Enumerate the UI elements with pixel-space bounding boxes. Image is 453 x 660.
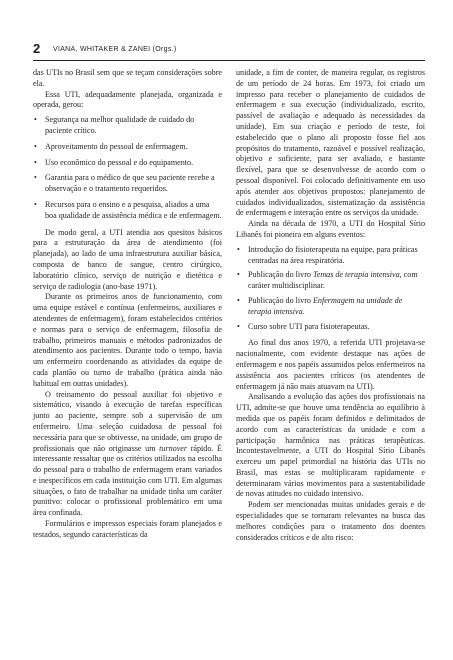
paragraph: Analisando a evolução das ações dos profissionais na UTI, admite-se que houve uma tendência ao equilíbrio à medida que os papéis foram definidos e delimitados de acordo com as características da unidade e com a participação harmônica nas práticas terapêuticas. Incontestavelmente, a UTI do Hospital Sírio Libanês exerceu um papel primordial na história das UTIs no Brasil, mas estas se multiplicaram rapidamente e determinaram vários movimentos para a sustentabilidade de novas atitudes no cuidado intensivo.	[236, 392, 425, 499]
list-item: • Garantia para o médico de que seu paciente recebe a observação e o tratamento requeridos.	[33, 173, 222, 195]
paragraph: Podem ser mencionadas muitas unidades gerais e de especialidades que se tornaram relevantes na busca das melhores condições para o tratamento dos doentes considerados críticos e de alto risco:	[236, 500, 425, 542]
list-item: • Uso econômico do pessoal e do equipamento.	[33, 158, 222, 169]
paragraph: unidade, a fim de conter, de maneira regular, os registros de um período de 24 horas. Em 1973, foi criado um impresso para receber o planejamento de cuidados de enfermagem e sua execução (individualizado, escrito, passível de avaliação e adequado às necessidades da unidade). Em sua criação e período de teste, foi estabelecido que o plano ali proposto fosse fiel aos propósitos do tratamento, razoável e possível realização, objetivo e suficiente, para ser avaliado, e bastante flexível, para que se desenvolvesse de acordo com o pessoal disponível. Foi colocado definitivamente em uso após atender aos objetivos propostos: planejamento de cuidados individualizados, sistematização da assistência de enfermagem e interação entre os serviços da unidade.	[236, 68, 425, 218]
paragraph: Ao final dos anos 1970, a referida UTI projetava-se nacionalmente, com evidente destaque nas ações de enfermagem e nos papéis assumidos pelos enfermeiros na assistência aos pacientes críticos (os atendentes de enfermagem já não mais atuavam na UTI).	[236, 338, 425, 391]
text-run: Publicação do livro	[248, 270, 313, 280]
header-rule	[33, 60, 425, 61]
italic-term: turnover	[159, 443, 188, 453]
list-item	[236, 296, 425, 318]
text-run: O treinamento do pessoal auxiliar foi objetivo e sistemático, visando à execução de tarefas específicas junto ao paciente, sempre sob a supervisão de um enfermeiro. Uma seleção cuidadosa de pessoal foi necessária para que se obtivesse, na unidade, um grupo de profissionais que não originasse um	[33, 389, 222, 453]
bullet-list	[33, 115, 222, 221]
book-title: Temas de terapia intensiva	[312, 270, 400, 280]
list-item: • Curso sobre UTI para fisioterapeutas.	[236, 322, 425, 333]
left-column	[33, 68, 222, 541]
list-item: • Recursos para o ensino e a pesquisa, aliados a uma boa qualidade de assistência médica e de enfermagem.	[33, 200, 222, 222]
list-item: • Segurança na melhor qualidade de cuidado do paciente crítico.	[33, 115, 222, 137]
paragraph: Formulários e impressos especiais foram planejados e testados, segundo características da	[33, 519, 222, 539]
paragraph: Essa UTI, adequadamente planejada, organizada e operada, gerou:	[33, 89, 222, 110]
list-item: • Aproveitamento do pessoal de enfermagem.	[33, 142, 222, 153]
list-item	[236, 270, 425, 292]
list-item: • Introdução do fisioterapeuta na equipe, para práticas centradas na área respiratória.	[236, 245, 425, 267]
right-column	[236, 68, 425, 543]
page-number: 2	[33, 41, 41, 56]
text-run: Publicação do livro	[248, 295, 313, 305]
running-head-title: VIANA, WHITAKER & ZANEI (Orgs.)	[53, 46, 177, 53]
paragraph: Ainda na década de 1970, a UTI do Hospital Sírio Libanês foi pioneira em alguns eventos:	[236, 219, 425, 239]
text-run: , com caráter multidisciplinar.	[248, 270, 418, 291]
running-header	[33, 41, 425, 57]
text-run: .	[302, 306, 305, 316]
paragraph: das UTIs no Brasil sem que se teçam considerações sobre ela.	[33, 68, 222, 88]
paragraph: Durante os primeiros anos de funcionamento, com uma equipe estável e contínua (enfermeiros, auxiliares e atendentes de enfermagem), foram estabelecidos critérios e normas para o serviço de enfermagem, filosofia de trabalho, primeiros manuais e métodos padronizados de atendimento aos pacientes. Durante todo o tempo, havia um enfermeiro coordenando as atividades da equipe de cada plantão ou turno de trabalho (prática ainda não habitual em outras unidades).	[33, 292, 222, 388]
text-run: rápido. É interessante ressaltar que os critérios utilizados na escolha do pessoal para o trabalho de enfermagem eram variados e inespecíficos em cada instituição com UTI. Em algumas situações, o fato de trabalhar na unidade tinha um caráter punitivo: colocar o profissional problemático em uma área confinada.	[33, 443, 222, 518]
paragraph: De modo geral, a UTI atendia aos quesitos básicos para a estruturação da área de atendimento (foi planejada), ao lado de uma infraestrutura auxiliar básica, composta de banco de sangue, centro cirúrgico, laboratório clínico, serviço de nutrição e dietética e serviço de radiologia (ano-base 1971).	[33, 227, 222, 291]
book-title: Enfermagem na unidade de terapia intensiva	[248, 295, 403, 316]
bullet-list	[236, 245, 425, 333]
paragraph	[33, 390, 222, 520]
